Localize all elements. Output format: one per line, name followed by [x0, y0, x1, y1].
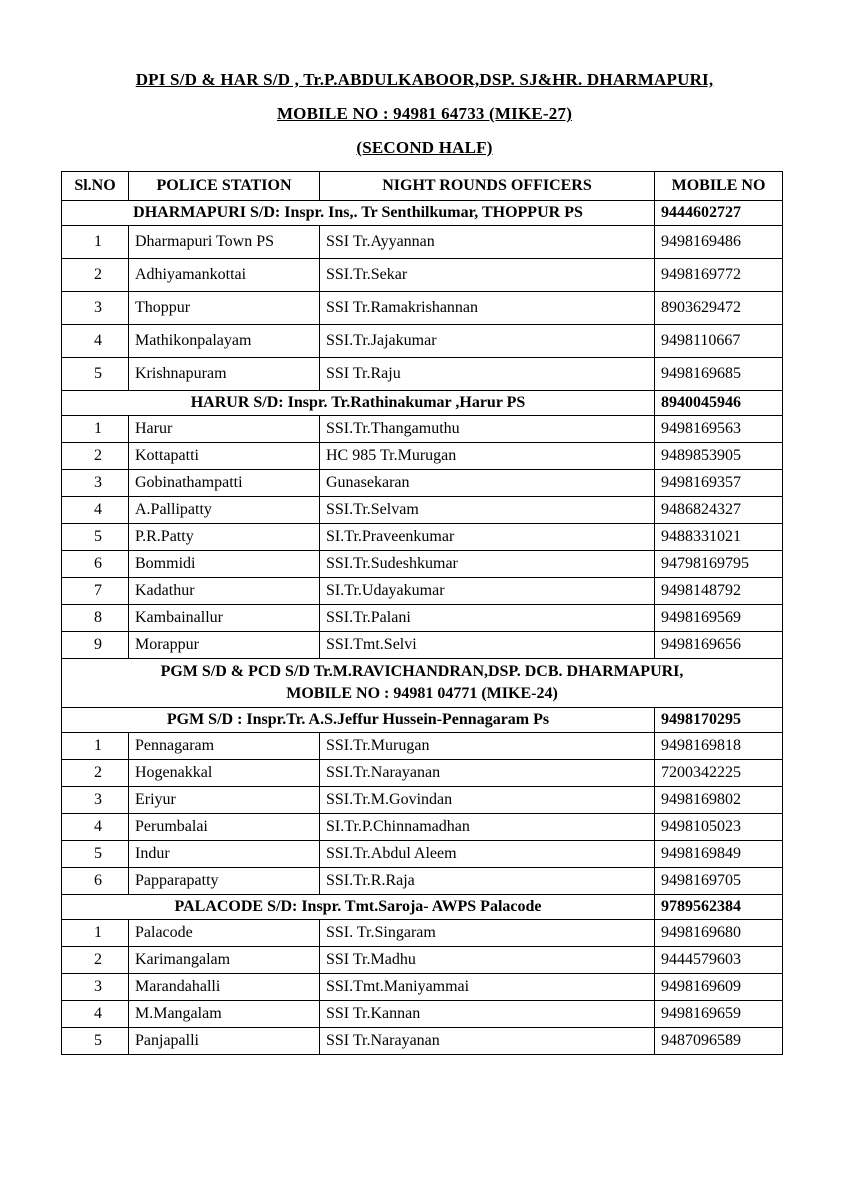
cell-police-station: Morappur: [129, 632, 320, 659]
cell-mobile: 7200342225: [655, 760, 783, 787]
section-title: HARUR S/D: Inspr. Tr.Rathinakumar ,Harur PS: [62, 391, 655, 416]
cell-officer: SSI.Tr.M.Govindan: [320, 787, 655, 814]
cell-police-station: Marandahalli: [129, 974, 320, 1001]
cell-officer: SSI.Tmt.Selvi: [320, 632, 655, 659]
table-row: [62, 416, 783, 443]
cell-slno: 1: [62, 920, 129, 947]
cell-slno: 4: [62, 325, 129, 358]
cell-mobile: 9498169705: [655, 868, 783, 895]
cell-mobile: 9498169569: [655, 605, 783, 632]
cell-police-station: Indur: [129, 841, 320, 868]
section-mobile: 9444602727: [655, 201, 783, 226]
section-title: PGM S/D : Inspr.Tr. A.S.Jeffur Hussein-Pennagaram Ps: [62, 708, 655, 733]
table-row: [62, 841, 783, 868]
cell-mobile: 8903629472: [655, 292, 783, 325]
cell-mobile: 9498169486: [655, 226, 783, 259]
document-title: DPI S/D & HAR S/D , Tr.P.ABDULKABOOR,DSP. SJ&HR. DHARMAPURI,: [135, 70, 714, 89]
document-shift-label: (SECOND HALF): [356, 138, 493, 157]
cell-slno: 3: [62, 470, 129, 497]
document-mobile-line: MOBILE NO : 94981 64733 (MIKE-27): [276, 104, 573, 123]
table-row: [62, 920, 783, 947]
table-header-row: [62, 172, 783, 201]
table-row: [62, 443, 783, 470]
cell-slno: 5: [62, 524, 129, 551]
cell-police-station: Panjapalli: [129, 1028, 320, 1055]
cell-slno: 2: [62, 947, 129, 974]
table-row: [62, 868, 783, 895]
cell-slno: 5: [62, 358, 129, 391]
cell-slno: 3: [62, 787, 129, 814]
cell-police-station: Gobinathampatti: [129, 470, 320, 497]
cell-officer: SSI Tr.Ayyannan: [320, 226, 655, 259]
cell-officer: SSI Tr.Madhu: [320, 947, 655, 974]
table-row: [62, 551, 783, 578]
cell-officer: SSI.Tr.Sekar: [320, 259, 655, 292]
cell-police-station: Pennagaram: [129, 733, 320, 760]
section-banner-line: PGM S/D & PCD S/D Tr.M.RAVICHANDRAN,DSP. DCB. DHARMAPURI,: [160, 663, 684, 680]
cell-police-station: Bommidi: [129, 551, 320, 578]
cell-mobile: 9489853905: [655, 443, 783, 470]
cell-police-station: A.Pallipatty: [129, 497, 320, 524]
section-header-row: [62, 708, 783, 733]
section-header-row: [62, 391, 783, 416]
section-banner: [62, 659, 783, 708]
cell-mobile: 9498169849: [655, 841, 783, 868]
cell-mobile: 9487096589: [655, 1028, 783, 1055]
cell-police-station: Papparapatty: [129, 868, 320, 895]
cell-slno: 4: [62, 814, 129, 841]
cell-slno: 3: [62, 292, 129, 325]
cell-police-station: M.Mangalam: [129, 1001, 320, 1028]
section-header-row: [62, 895, 783, 920]
cell-officer: SI.Tr.P.Chinnamadhan: [320, 814, 655, 841]
cell-slno: 4: [62, 497, 129, 524]
cell-slno: 5: [62, 841, 129, 868]
table-row: [62, 259, 783, 292]
table-row: [62, 226, 783, 259]
cell-mobile: 9498105023: [655, 814, 783, 841]
cell-slno: 5: [62, 1028, 129, 1055]
table-row: [62, 358, 783, 391]
table-row: [62, 524, 783, 551]
cell-mobile: 9498169656: [655, 632, 783, 659]
table-row: [62, 787, 783, 814]
cell-slno: 2: [62, 259, 129, 292]
cell-mobile: 9498110667: [655, 325, 783, 358]
cell-officer: SSI Tr.Narayanan: [320, 1028, 655, 1055]
cell-officer: SI.Tr.Udayakumar: [320, 578, 655, 605]
cell-officer: SSI. Tr.Singaram: [320, 920, 655, 947]
table-row: [62, 947, 783, 974]
night-rounds-table: [61, 171, 783, 1055]
cell-slno: 4: [62, 1001, 129, 1028]
cell-slno: 7: [62, 578, 129, 605]
cell-mobile: 9498169772: [655, 259, 783, 292]
cell-slno: 2: [62, 760, 129, 787]
column-header-slno: Sl.NO: [62, 172, 129, 201]
section-title: PALACODE S/D: Inspr. Tmt.Saroja- AWPS Palacode: [62, 895, 655, 920]
cell-slno: 1: [62, 416, 129, 443]
cell-slno: 6: [62, 551, 129, 578]
cell-slno: 3: [62, 974, 129, 1001]
cell-officer: HC 985 Tr.Murugan: [320, 443, 655, 470]
cell-police-station: Adhiyamankottai: [129, 259, 320, 292]
cell-officer: SSI.Tr.Selvam: [320, 497, 655, 524]
cell-police-station: Kadathur: [129, 578, 320, 605]
cell-mobile: 9444579603: [655, 947, 783, 974]
cell-slno: 1: [62, 226, 129, 259]
cell-slno: 6: [62, 868, 129, 895]
cell-police-station: Perumbalai: [129, 814, 320, 841]
table-row: [62, 292, 783, 325]
cell-police-station: Karimangalam: [129, 947, 320, 974]
cell-police-station: Thoppur: [129, 292, 320, 325]
cell-officer: SSI.Tr.Palani: [320, 605, 655, 632]
cell-mobile: 9486824327: [655, 497, 783, 524]
cell-officer: SSI.Tr.Abdul Aleem: [320, 841, 655, 868]
cell-police-station: Hogenakkal: [129, 760, 320, 787]
cell-officer: SSI Tr.Ramakrishannan: [320, 292, 655, 325]
cell-mobile: 9498169609: [655, 974, 783, 1001]
section-mobile: 9789562384: [655, 895, 783, 920]
cell-mobile: 9498169680: [655, 920, 783, 947]
table-row: [62, 733, 783, 760]
table-row: [62, 1001, 783, 1028]
section-mobile: 8940045946: [655, 391, 783, 416]
cell-police-station: Kottapatti: [129, 443, 320, 470]
cell-slno: 1: [62, 733, 129, 760]
cell-officer: SSI.Tr.Jajakumar: [320, 325, 655, 358]
table-row: [62, 578, 783, 605]
cell-officer: SSI.Tr.Sudeshkumar: [320, 551, 655, 578]
cell-mobile: 9498169357: [655, 470, 783, 497]
cell-slno: 2: [62, 443, 129, 470]
cell-officer: SSI Tr.Raju: [320, 358, 655, 391]
cell-officer: SSI.Tr.Murugan: [320, 733, 655, 760]
section-header-row: [62, 201, 783, 226]
cell-police-station: Mathikonpalayam: [129, 325, 320, 358]
cell-mobile: 9488331021: [655, 524, 783, 551]
table-row: [62, 632, 783, 659]
cell-police-station: Kambainallur: [129, 605, 320, 632]
cell-police-station: Palacode: [129, 920, 320, 947]
cell-officer: SSI.Tr.Thangamuthu: [320, 416, 655, 443]
cell-slno: 9: [62, 632, 129, 659]
cell-mobile: 9498169563: [655, 416, 783, 443]
table-row: [62, 605, 783, 632]
cell-officer: SSI.Tr.Narayanan: [320, 760, 655, 787]
cell-officer: SSI Tr.Kannan: [320, 1001, 655, 1028]
cell-officer: SSI.Tr.R.Raja: [320, 868, 655, 895]
section-banner-row: [62, 659, 783, 708]
cell-officer: SI.Tr.Praveenkumar: [320, 524, 655, 551]
table-row: [62, 814, 783, 841]
column-header-police-station: POLICE STATION: [129, 172, 320, 201]
table-row: [62, 325, 783, 358]
section-mobile: 9498170295: [655, 708, 783, 733]
cell-police-station: P.R.Patty: [129, 524, 320, 551]
table-row: [62, 1028, 783, 1055]
cell-officer: SSI.Tmt.Maniyammai: [320, 974, 655, 1001]
cell-police-station: Eriyur: [129, 787, 320, 814]
cell-officer: Gunasekaran: [320, 470, 655, 497]
cell-slno: 8: [62, 605, 129, 632]
section-title: DHARMAPURI S/D: Inspr. Ins,. Tr Senthilkumar, THOPPUR PS: [62, 201, 655, 226]
cell-police-station: Dharmapuri Town PS: [129, 226, 320, 259]
column-header-mobile: MOBILE NO: [655, 172, 783, 201]
cell-mobile: 9498169685: [655, 358, 783, 391]
cell-mobile: 9498148792: [655, 578, 783, 605]
cell-mobile: 9498169818: [655, 733, 783, 760]
table-row: [62, 497, 783, 524]
cell-police-station: Harur: [129, 416, 320, 443]
column-header-officers: NIGHT ROUNDS OFFICERS: [320, 172, 655, 201]
section-banner-line: MOBILE NO : 94981 04771 (MIKE-24): [286, 685, 558, 702]
table-row: [62, 974, 783, 1001]
table-body: [62, 201, 783, 1055]
cell-mobile: 9498169802: [655, 787, 783, 814]
cell-police-station: Krishnapuram: [129, 358, 320, 391]
table-row: [62, 760, 783, 787]
cell-mobile: 94798169795: [655, 551, 783, 578]
cell-mobile: 9498169659: [655, 1001, 783, 1028]
table-row: [62, 470, 783, 497]
